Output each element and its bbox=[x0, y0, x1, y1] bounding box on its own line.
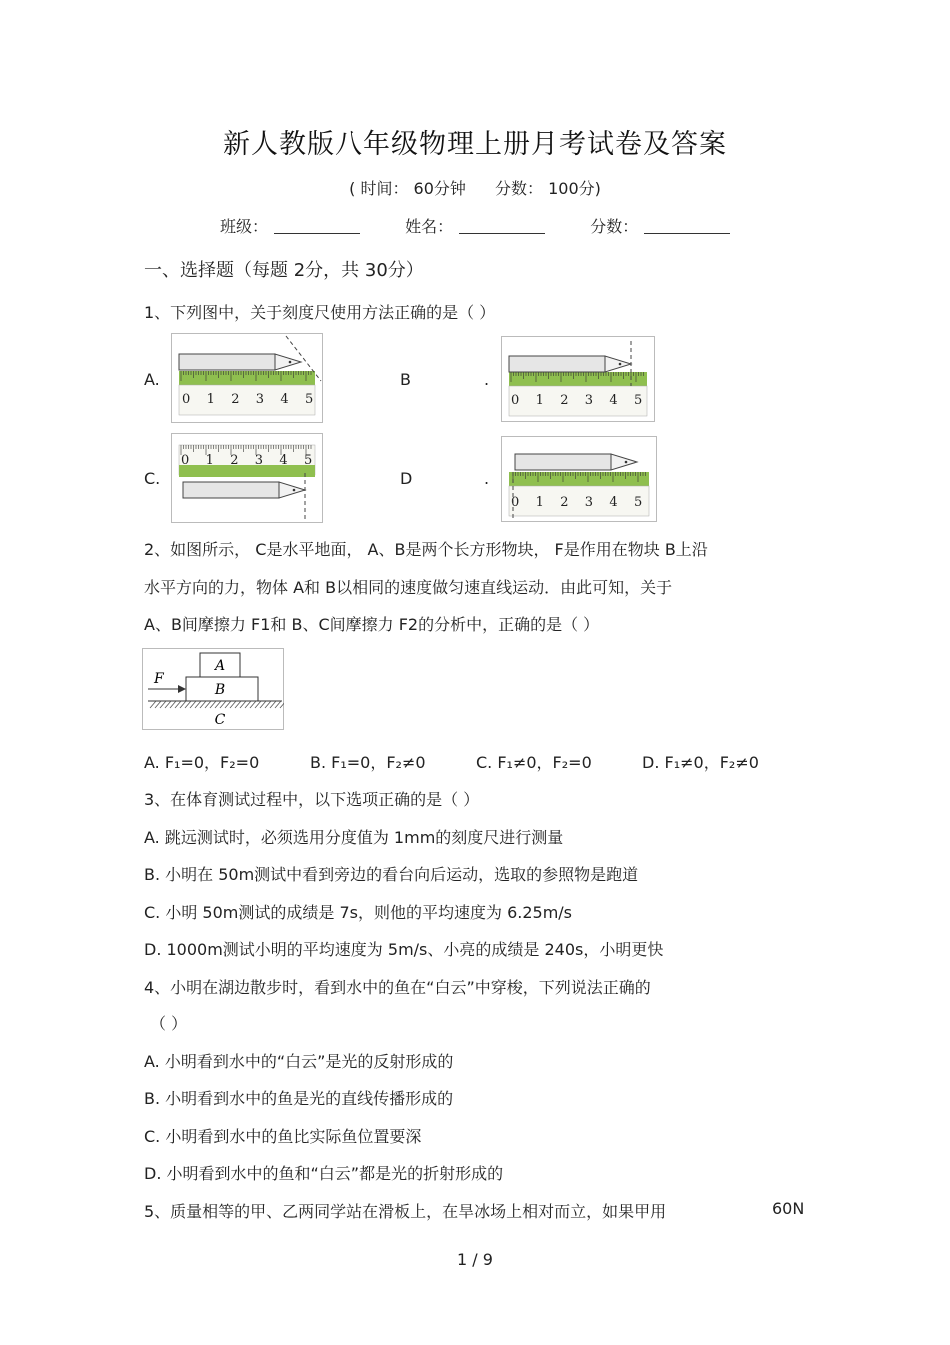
q2-option-b[interactable]: B. F₁=0，F₂≠0 bbox=[310, 753, 426, 772]
q3-option-d[interactable]: D. 1000m测试小明的平均速度为 5m/s、小亮的成绩是 240s，小明更快 bbox=[144, 940, 664, 959]
ruler-tick-label: 2 bbox=[230, 453, 239, 468]
q2-option-a[interactable]: A. F₁=0，F₂=0 bbox=[144, 753, 260, 772]
q2-option-c[interactable]: C. F₁≠0，F₂=0 bbox=[476, 753, 592, 772]
question-2-line-1: 2、如图所示， C是水平地面， A、B是两个长方形物块， F是作用在物块 B上沿 bbox=[144, 540, 708, 559]
blocks-figure bbox=[142, 648, 284, 730]
ruler-tick-label: 4 bbox=[609, 393, 618, 408]
ruler-tick-label: 0 bbox=[511, 495, 520, 510]
question-4-stem: 4、小明在湖边散步时，看到水中的鱼在“白云”中穿梭，下列说法正确的 bbox=[144, 978, 651, 997]
exam-meta bbox=[0, 176, 950, 199]
ruler-tick-label: 4 bbox=[609, 495, 618, 510]
question-5-tail: 60N bbox=[772, 1199, 805, 1218]
ruler-figure-c bbox=[171, 433, 323, 523]
q4-option-d[interactable]: D. 小明看到水中的鱼和“白云”都是光的折射形成的 bbox=[144, 1164, 504, 1183]
exam-time: ( 时间： 60分钟 bbox=[349, 179, 466, 198]
class-field[interactable] bbox=[220, 214, 360, 237]
ruler-tick-label: 3 bbox=[584, 495, 594, 510]
ruler-tick-label: 2 bbox=[560, 495, 569, 510]
ruler-tick-label: 4 bbox=[280, 392, 289, 407]
q4-option-c[interactable]: C. 小明看到水中的鱼比实际鱼位置要深 bbox=[144, 1127, 422, 1146]
q4-option-a[interactable]: A. 小明看到水中的“白云”是光的反射形成的 bbox=[144, 1052, 454, 1071]
question-4-paren: （ ） bbox=[150, 1014, 188, 1033]
name-field[interactable] bbox=[405, 214, 545, 237]
ruler-tick-label: 3 bbox=[255, 392, 265, 407]
q2-option-d[interactable]: D. F₁≠0，F₂≠0 bbox=[642, 753, 759, 772]
score-label: 分数： bbox=[590, 217, 639, 236]
score-field[interactable] bbox=[590, 214, 730, 237]
exam-total-score: 分数： 100分) bbox=[495, 179, 601, 198]
ruler-tick-label: 1 bbox=[535, 495, 544, 510]
q1-option-c-label: C. bbox=[144, 469, 161, 488]
question-2-line-2: 水平方向的力，物体 A和 B以相同的速度做匀速直线运动．由此可知，关于 bbox=[144, 578, 673, 597]
question-2-line-3: A、B间摩擦力 F1和 B、C间摩擦力 F2的分析中，正确的是（ ） bbox=[144, 615, 600, 634]
q3-option-a[interactable]: A. 跳远测试时，必须选用分度值为 1mm的刻度尺进行测量 bbox=[144, 828, 564, 847]
page-title: 新人教版八年级物理上册月考试卷及答案 bbox=[223, 129, 727, 160]
ruler-tick-label: 5 bbox=[634, 495, 643, 510]
q3-option-b[interactable]: B. 小明在 50m测试中看到旁边的看台向后运动，选取的参照物是跑道 bbox=[144, 865, 639, 884]
section-heading: 一、选择题（每题 2分，共 30分） bbox=[144, 260, 424, 281]
ruler-tick-label: 2 bbox=[560, 393, 569, 408]
figure-label-f: F bbox=[154, 671, 164, 687]
student-fields bbox=[220, 214, 770, 237]
figure-label-a: A bbox=[214, 658, 226, 674]
question-1-stem: 1、下列图中，关于刻度尺使用方法正确的是（ ） bbox=[144, 303, 496, 322]
ruler-figure-d bbox=[501, 436, 657, 522]
ruler-tick-label: 1 bbox=[205, 453, 214, 468]
ruler-tick-label: 5 bbox=[305, 392, 314, 407]
ruler-figure-a bbox=[171, 333, 323, 423]
ruler-tick-label: 3 bbox=[254, 453, 264, 468]
ruler-tick-label: 0 bbox=[511, 393, 520, 408]
ruler-tick-label: 5 bbox=[304, 453, 313, 468]
ruler-tick-label: 5 bbox=[634, 393, 643, 408]
class-blank[interactable] bbox=[274, 217, 360, 234]
class-label: 班级： bbox=[220, 217, 269, 236]
q1-option-d-dot: . bbox=[484, 469, 490, 488]
name-label: 姓名： bbox=[405, 217, 454, 236]
q1-option-b-dot: . bbox=[484, 370, 490, 389]
ruler-tick-label: 0 bbox=[182, 392, 191, 407]
page-number: 1 / 9 bbox=[457, 1250, 493, 1269]
q1-option-b-label: B bbox=[400, 370, 411, 389]
q1-option-d-label: D bbox=[400, 469, 413, 488]
ruler-tick-label: 1 bbox=[206, 392, 215, 407]
q1-option-a-label: A. bbox=[144, 370, 160, 389]
figure-label-c: C bbox=[214, 712, 226, 728]
ruler-tick-label: 2 bbox=[231, 392, 240, 407]
q4-option-b[interactable]: B. 小明看到水中的鱼是光的直线传播形成的 bbox=[144, 1089, 454, 1108]
score-blank[interactable] bbox=[644, 217, 730, 234]
ruler-tick-label: 4 bbox=[279, 453, 288, 468]
ruler-tick-label: 1 bbox=[535, 393, 544, 408]
figure-label-b: B bbox=[214, 682, 226, 698]
question-3-stem: 3、在体育测试过程中，以下选项正确的是（ ） bbox=[144, 790, 480, 809]
question-5-stem: 5、质量相等的甲、乙两同学站在滑板上，在旱冰场上相对而立，如果甲用 bbox=[144, 1202, 667, 1221]
q3-option-c[interactable]: C. 小明 50m测试的成绩是 7s，则他的平均速度为 6.25m/s bbox=[144, 903, 573, 922]
ruler-tick-label: 0 bbox=[181, 453, 190, 468]
ruler-figure-b bbox=[501, 336, 655, 422]
name-blank[interactable] bbox=[459, 217, 545, 234]
ruler-tick-label: 3 bbox=[584, 393, 594, 408]
